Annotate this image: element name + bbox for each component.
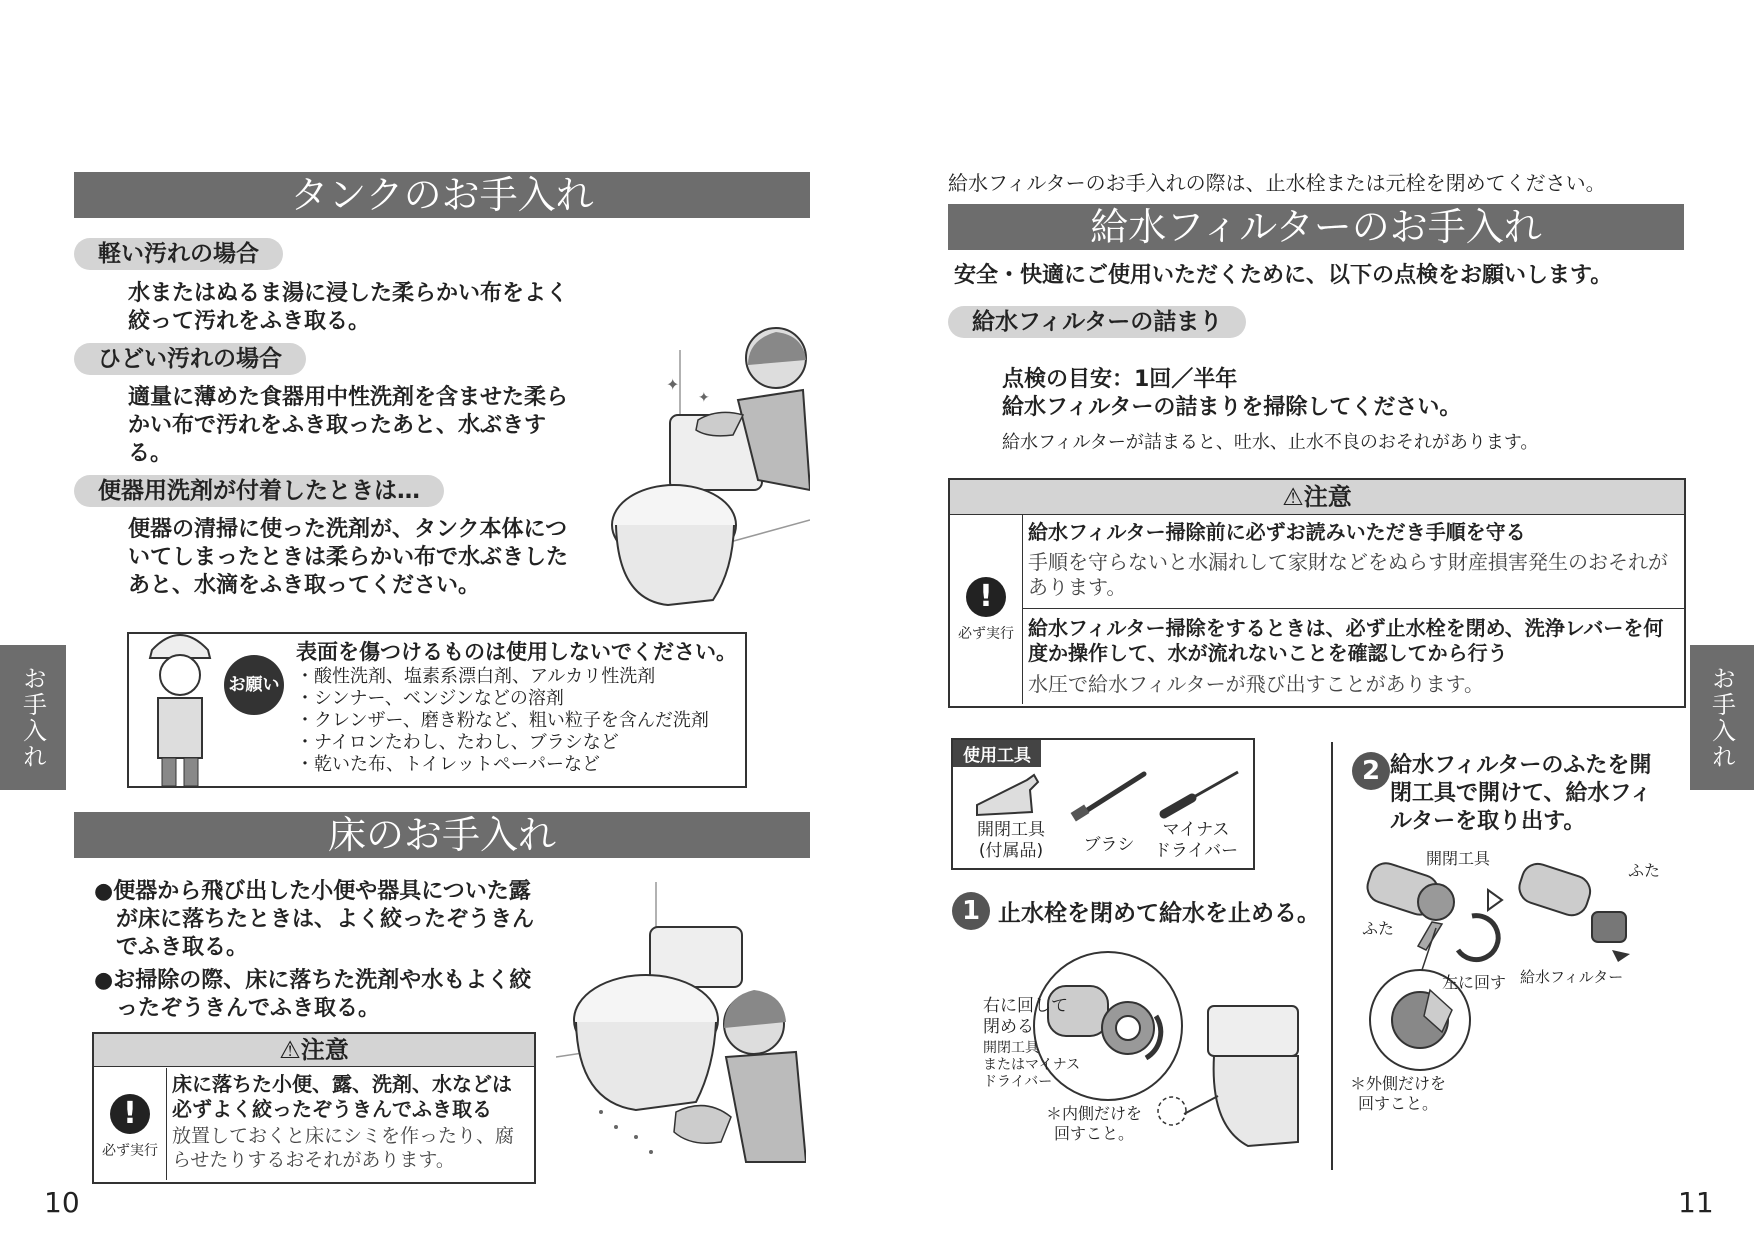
filter-top-note: 給水フィルターのお手入れの際は、止水栓または元栓を閉めてください。 (948, 171, 1606, 195)
request-item: ・乾いた布、トイレットペーパーなど (296, 754, 601, 775)
light-dirt-label: 軽い汚れの場合 (74, 238, 283, 270)
step1-note: ＊内側だけを 回すこと。 (1046, 1104, 1143, 1143)
request-item: ・酸性洗剤、塩素系漂白剤、アルカリ性洗剤 (296, 666, 656, 687)
request-badge: お願い (224, 655, 284, 715)
screwdriver-icon (1156, 768, 1242, 824)
step2-lid-label-1: ふた (1362, 919, 1395, 938)
tank-title: タンクのお手入れ (74, 172, 810, 218)
floor-caution-title: ⚠注意 (94, 1034, 534, 1067)
check-instruction: 給水フィルターの詰まりを掃除してください。 (1002, 395, 1462, 420)
filter-caution-item2-bold: 給水フィルター掃除をするときは、必ず止水栓を閉め、洗浄レバーを何度か操作して、水が流れないことを確認してから行う (1028, 616, 1664, 665)
request-item: ・クレンザー、磨き粉など、粗い粒子を含んだ洗剤 (296, 710, 709, 731)
tool3-label: マイナス ドライバー (1153, 820, 1239, 861)
floor-cleaning-illustration (556, 872, 806, 1172)
detergent-text: 便器の清掃に使った洗剤が、タンク本体についてしまったときは柔らかい布で水ぶきしたあと、水滴をふき取ってください。 (128, 517, 569, 598)
step2-heading (1352, 752, 1672, 836)
step1-turn-label: 右に回して 閉める (983, 996, 1068, 1037)
step2-illustration (1360, 850, 1670, 1080)
filter-caution-item2-text: 水圧で給水フィルターが飛び出すことがあります。 (1028, 672, 1484, 696)
filter-clog-label: 給水フィルターの詰まり (948, 306, 1246, 338)
step2-note: ＊外側だけを 回すこと。 (1350, 1074, 1447, 1113)
page-number-right: 11 (1678, 1186, 1714, 1219)
floor-caution-side-label: 必ず実行 (102, 1143, 158, 1159)
worker-bowing-illustration (140, 620, 220, 788)
request-item: ・シンナー、ベンジンなどの溶剤 (296, 688, 564, 709)
exclamation-icon: ! (110, 1094, 150, 1134)
step-divider (1331, 742, 1333, 1170)
filter-caution-side-cell (950, 515, 1023, 704)
floor-bullet-1: ●便器から飛び出した小便や器具についた露が床に落ちたときは、よく絞ったぞうきんでふき取る。 (94, 879, 535, 960)
step2-filter-label: 給水フィルター (1520, 968, 1624, 986)
exclamation-icon: ! (966, 577, 1006, 617)
step1-number: 1 (952, 892, 990, 930)
check-note: 給水フィルターが詰まると、吐水、止水不良のおそれがあります。 (1002, 432, 1539, 453)
svg-text:✦: ✦ (698, 390, 710, 406)
tool2-label: ブラシ (1083, 835, 1135, 855)
floor-bullet-2: ●お掃除の際、床に落ちた洗剤や水もよく絞ったぞうきんでふき取る。 (94, 968, 532, 1021)
floor-caution-bold: 床に落ちた小便、露、洗剤、水などは必ずよく絞ったぞうきんでふき取る (172, 1072, 512, 1121)
step2-turn-label: 左に回す (1442, 973, 1507, 992)
step1-text: 止水栓を閉めて給水を止める。 (998, 900, 1321, 927)
step2-tool-label: 開閉工具 (1426, 849, 1491, 868)
floor-caution-side-cell (94, 1068, 167, 1180)
step1-heading (952, 892, 1320, 930)
heavy-dirt-text: 適量に薄めた食器用中性洗剤を含ませた柔らかい布で汚れをふき取ったあと、水ぶきする。 (128, 385, 569, 466)
filter-caution-item1-bold: 給水フィルター掃除前に必ずお読みいただき手順を守る (1028, 520, 1526, 544)
light-dirt-text: 水またはぬるま湯に浸した柔らかい布をよく絞って汚れをふき取る。 (128, 281, 569, 334)
floor-caution-text: 放置しておくと床にシミを作ったり、腐らせたりするおそれがあります。 (172, 1125, 515, 1171)
side-tab-left[interactable]: お手入れ (0, 645, 66, 790)
detergent-label: 便器用洗剤が付着したときは… (74, 475, 444, 507)
step1-tool-label: 開閉工具 またはマイナス ドライバー (983, 1040, 1081, 1090)
filter-caution-title: ⚠注意 (950, 480, 1684, 515)
request-item: ・ナイロンたわし、たわし、ブラシなど (296, 732, 619, 753)
filter-title: 給水フィルターのお手入れ (948, 204, 1684, 250)
filter-intro: 安全・快適にご使用いただくために、以下の点検をお願いします。 (954, 263, 1613, 288)
check-interval: 点検の目安：1回／半年 (1002, 367, 1238, 392)
request-list (296, 666, 709, 776)
step2-lid-label-2: ふた (1628, 861, 1661, 880)
svg-text:✦: ✦ (666, 375, 680, 394)
request-heading: 表面を傷つけるものは使用しないでください。 (296, 640, 737, 664)
floor-title: 床のお手入れ (74, 812, 810, 858)
page-number-left: 10 (44, 1186, 80, 1219)
filter-caution-side-label: 必ず実行 (958, 626, 1014, 642)
opener-tool-icon (972, 770, 1042, 820)
tools-label: 使用工具 (953, 740, 1041, 767)
side-tab-right[interactable]: お手入れ (1690, 645, 1754, 790)
heavy-dirt-label: ひどい汚れの場合 (74, 343, 306, 375)
step2-text: 給水フィルターのふたを開閉工具で開けて、給水フィルターを取り出す。 (1390, 753, 1652, 834)
filter-caution-item1-text: 手順を守らないと水漏れして家財などをぬらす財産損害発生のおそれがあります。 (1028, 550, 1668, 599)
tool1-label: 開閉工具 (付属品) (977, 820, 1045, 861)
step2-number: 2 (1352, 752, 1390, 790)
filter-caution-divider (1022, 608, 1684, 609)
brush-icon (1070, 768, 1150, 824)
tank-cleaning-illustration (598, 320, 810, 610)
